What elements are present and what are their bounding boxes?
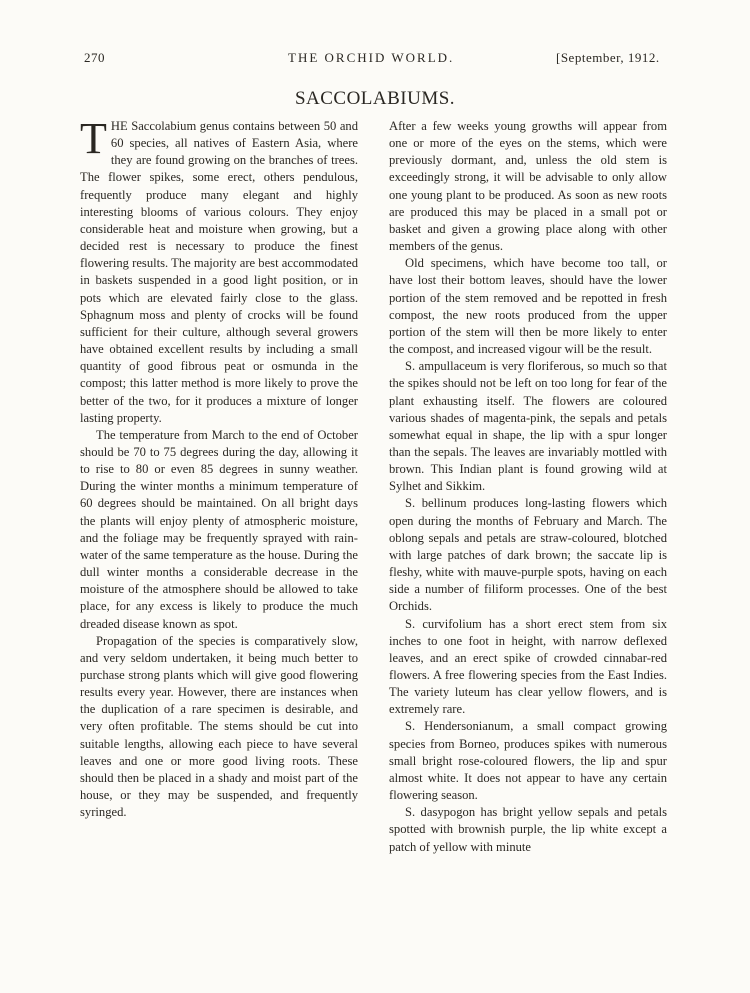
paragraph: S. Hendersonianum, a small compact growing species from Borneo, produces spikes with numerous small bright rose-coloured flowers, the lip and spur almost white. It does not appear to have any certain flowering season. xyxy=(389,719,667,803)
paragraph: S. bellinum produces long-lasting flowers which open during the months of February and March. The oblong sepals and petals are straw-coloured, blotched with large patches of dark brown; the saccate lip is fleshy, white with mauve-purple spots, having on each side a number of filiform processes. One of the best Orchids. xyxy=(389,496,667,614)
running-head xyxy=(84,50,750,70)
journal-title: THE ORCHID WORLD. xyxy=(288,50,455,65)
right-column xyxy=(389,118,667,856)
paragraph: Old specimens, which have become too tall, or have lost their bottom leaves, should have the lower portion of the stem removed and be repotted in fresh compost, the new roots produced from the upper portion of the stem will then be more likely to enter the compost, and increased vigour will be the result. xyxy=(389,256,667,357)
page-number: 270 xyxy=(84,50,105,65)
drop-cap: T xyxy=(80,114,107,163)
left-column xyxy=(80,114,358,821)
paragraph: S. curvifolium has a short erect stem from six inches to one foot in height, with narrow deflexed leaves, and an erect spike of crowded cinnabar-red flowers. A free flowering species from the East Indies. The variety luteum has clear yellow flowers, and is extremely rare. xyxy=(389,616,667,717)
article-title: SACCOLABIUMS. xyxy=(294,88,456,109)
paragraph-text: HE Saccolabium genus contains between 50 and 60 species, all natives of Eastern Asia, where they are found growing on the branches of trees. The flower spikes, some erect, others pendulous, frequently produce many elegant and highly interesting blooms of various colours. They enjoy considerable heat and moisture when growing, but a decided rest is necessary to produce the finest flowering results. The majority are best accommodated in baskets suspended in a good light position, or in pots which are elevated fairly close to the glass. Sphagnum moss and plenty of crocks will be found sufficient for their culture, although several growers have obtained excellent results by including a small quantity of good fibrous peat or osmunda in the compost; this latter method is more likely to prove the better of the two, for it produces a mixture of longer lasting property. xyxy=(80,119,358,425)
paragraph: The temperature from March to the end of October should be 70 to 75 degrees during the day, allowing it to rise to 80 or even 85 degrees in sunny weather. During the winter months a minimum temperature of 60 degrees should be maintained. On all bright days the plants will enjoy plenty of atmospheric moisture, and the foliage may be frequently sprayed with rain-water of the same temperature as the house. During the dull winter months a considerable decrease in the moisture of the atmosphere should be allowed to take place, for any excess is likely to produce the much dreaded disease known as spot. xyxy=(80,427,358,631)
paragraph: After a few weeks young growths will appear from one or more of the eyes on the stems, which were previously dormant, and, unless the old stem is exceedingly strong, it will be advisable to only allow one young plant to be produced. As soon as new roots are produced this may be placed in a small pot or basket and given a growing place along with other members of the genus. xyxy=(389,119,667,254)
paragraph xyxy=(80,114,358,427)
paragraph: S. dasypogon has bright yellow sepals and petals spotted with brownish purple, the lip white except a patch of yellow with minute xyxy=(389,805,667,854)
paragraph: Propagation of the species is comparatively slow, and very seldom undertaken, it being much better to purchase strong plants which will give good flowering results every year. However, there are instances when the duplication of a rare specimen is desirable, and very often profitable. The stems should be cut into suitable lengths, allowing each piece to have several leaves and one or more good living roots. These should then be placed in a shady and moist part of the house, or they may be suspended, and frequently syringed. xyxy=(80,633,358,820)
issue-date: [September, 1912. xyxy=(556,50,660,65)
paragraph: S. ampullaceum is very floriferous, so much so that the spikes should not be left on too long for fear of the plant exhausting itself. The flowers are coloured various shades of magenta-pink, the sepals and petals somewhat equal in shape, the lip with a spur longer than the sepals. The leaves are invariably mottled with brown. This Indian plant is found growing wild at Sylhet and Sikkim. xyxy=(389,359,667,494)
